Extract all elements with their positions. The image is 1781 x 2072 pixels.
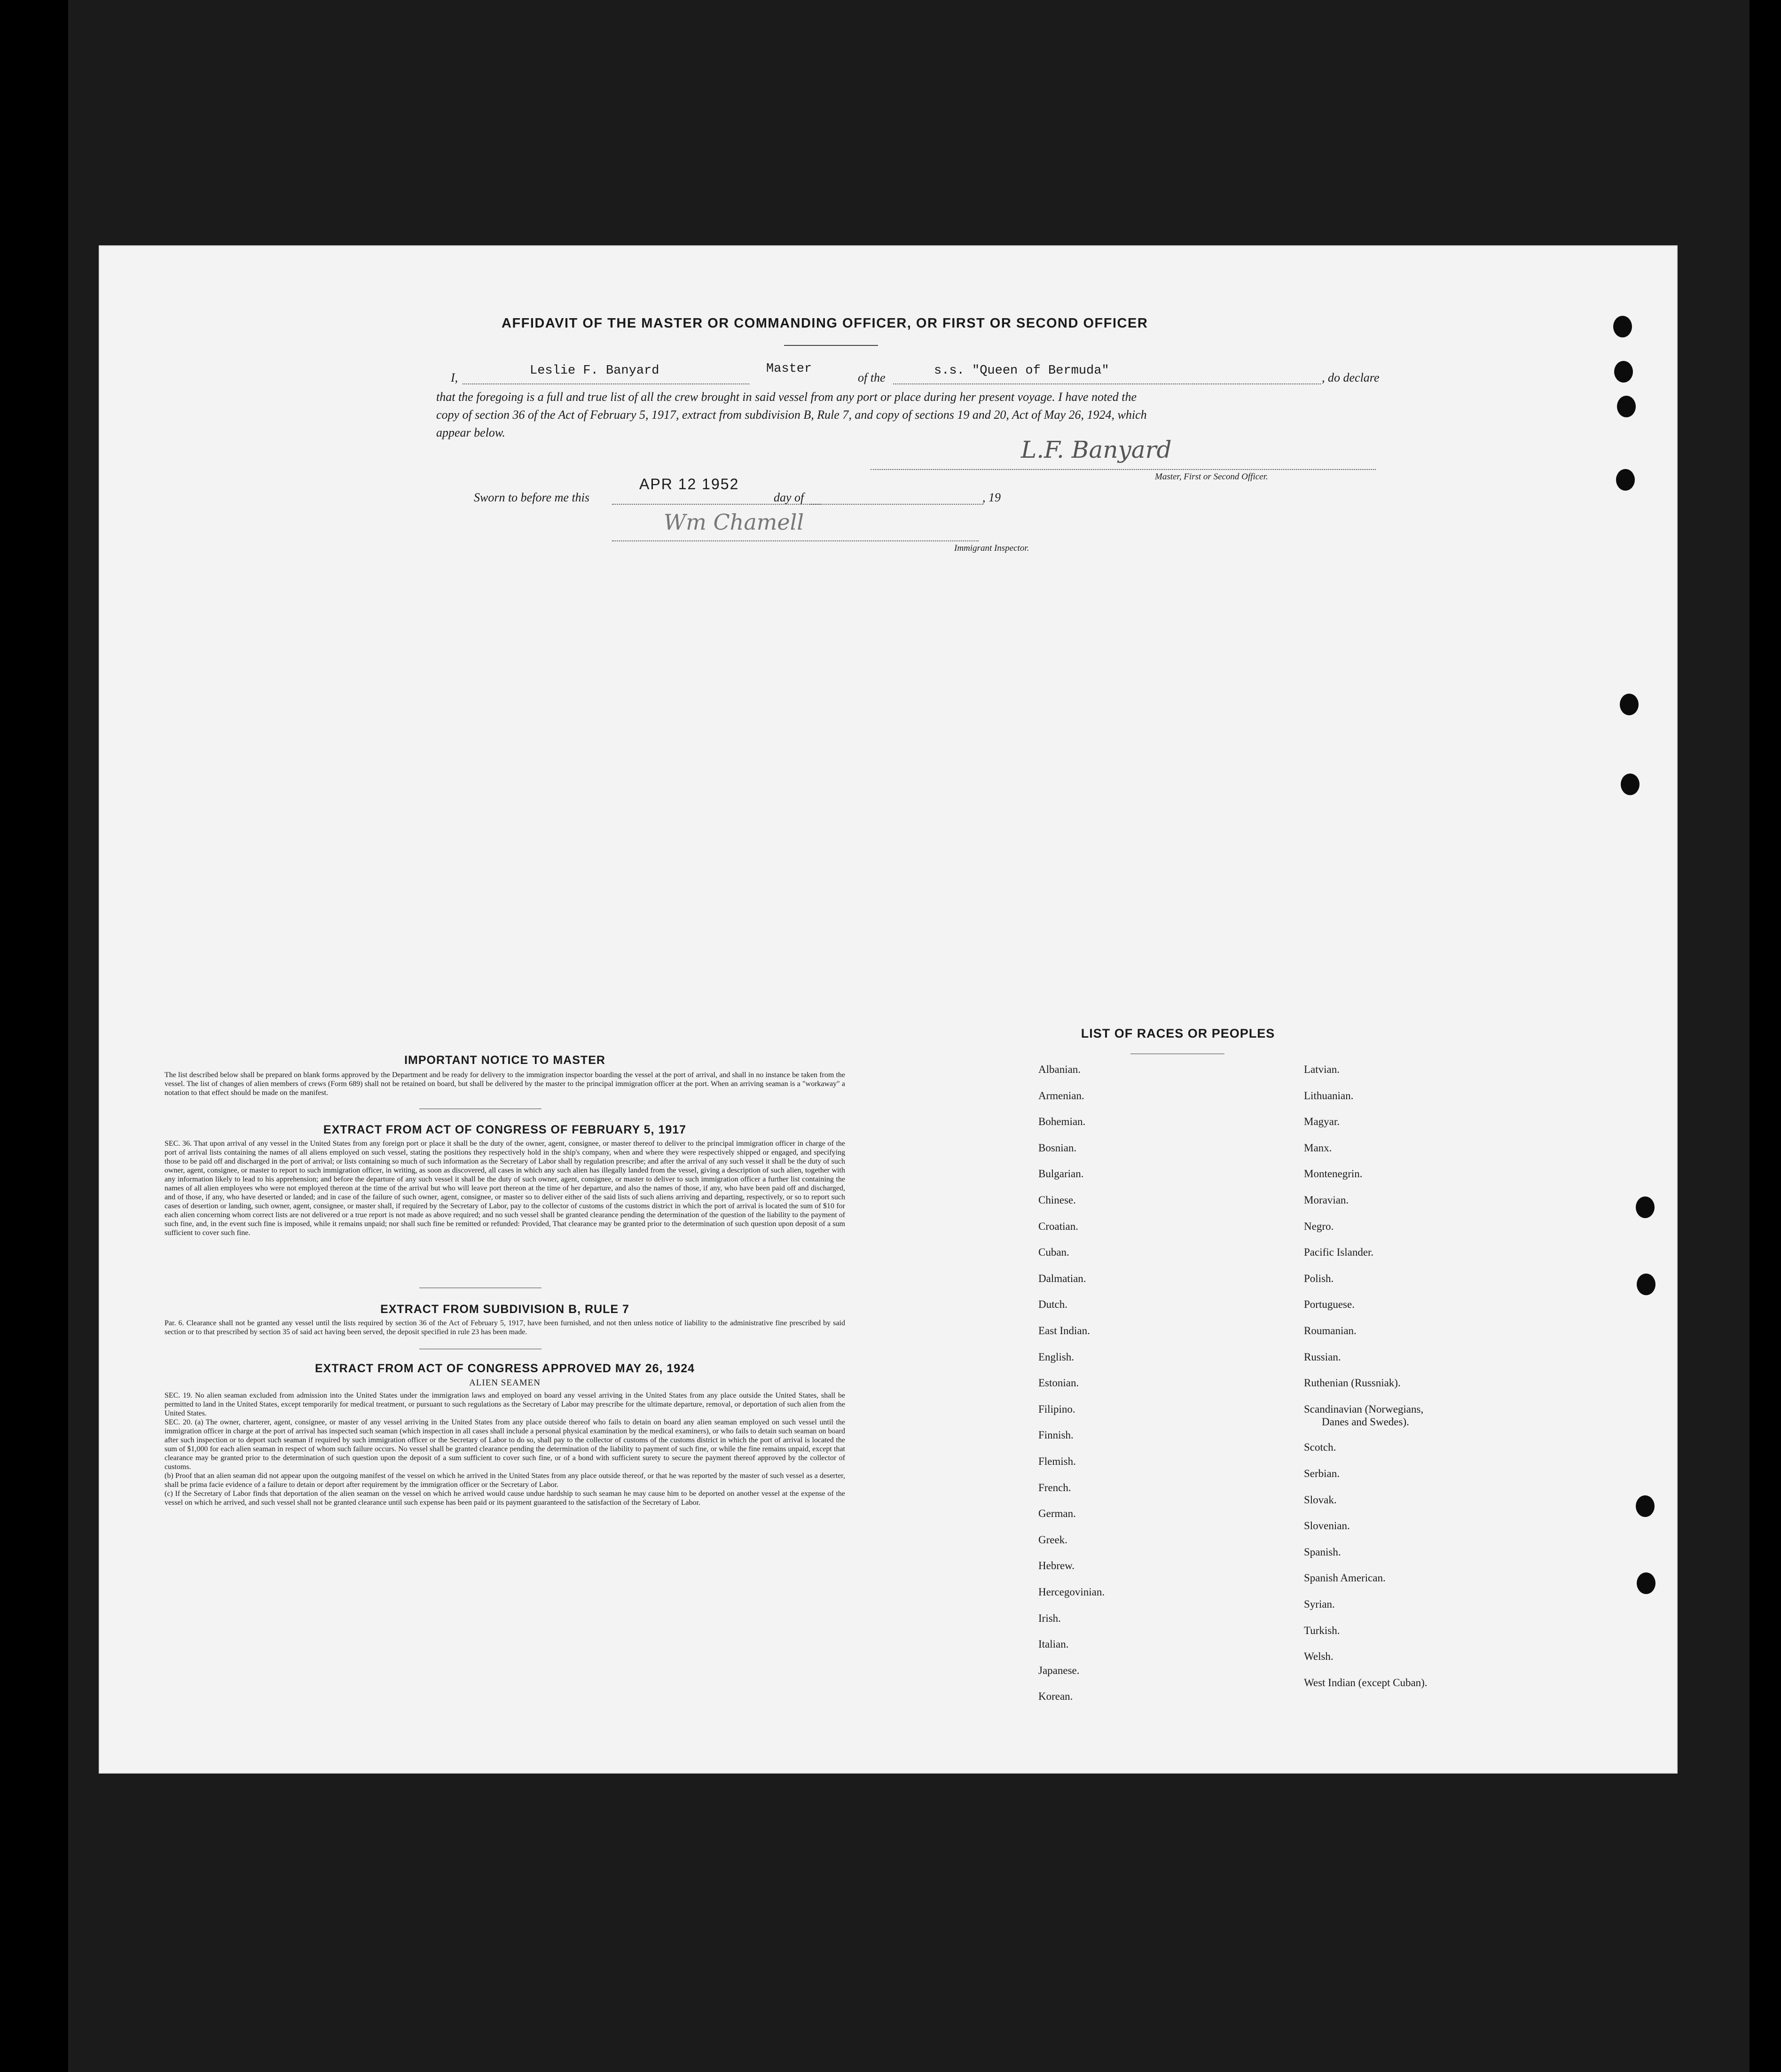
sec-20b-paragraph: (b) Proof that an alien seaman did not appear upon the outgoing manifest of the vessel on which he arrived in the United States from any place outside thereof, or that he was reported by the master of such vessel as a deserter, shall be prima facie evidence of a failure to detain or deport after requirement by the immigration officer or the Secretary of Labor.: [165, 1472, 845, 1489]
vessel-line: [893, 383, 1321, 384]
race-item: Albanian.: [1038, 1063, 1081, 1075]
race-item: Bulgarian.: [1038, 1168, 1084, 1180]
rule-7-text: Par. 6. Clearance shall not be granted any vessel until the lists required by section 36 of the Act of February 5, 1917, have been furnished, and not then unless notice of liability to the administrative fine prescribed by said section or to that prescribed by section 35 of said act having been served, the deposit specified in rule 23 has been made.: [165, 1319, 845, 1336]
extract-1924-title: EXTRACT FROM ACT OF CONGRESS APPROVED MAY 26, 1924: [314, 1362, 695, 1375]
race-item: Filipino.: [1038, 1403, 1075, 1415]
affidavit-title: AFFIDAVIT OF THE MASTER OR COMMANDING OFFICER, OR FIRST OR SECOND OFFICER: [502, 316, 1148, 331]
race-item: Croatian.: [1038, 1220, 1078, 1232]
notice-text: The list described below shall be prepared on blank forms approved by the Department and be ready for delivery to the immigration inspector boarding the vessel at the port of arrival, and shall in no instance be taken from the vessel. The list of changes of alien members of crews (Form 689) shall not be retained on board, but shall be delivered by the master to the principal immigration officer at the port. When an arriving seaman is a "workaway" a notation to that effect should be made on the manifest.: [165, 1071, 845, 1097]
notice-title: IMPORTANT NOTICE TO MASTER: [404, 1054, 605, 1067]
day-of-label: day of: [774, 491, 804, 504]
sec-20c-paragraph: (c) If the Secretary of Labor finds that deportation of the alien seaman on the vessel on which he arrived would cause undue hardship to such seaman he may cause him to be deported on another vessel at the expense of the vessel on which he arrived, and such vessel shall not be granted clearance until such expense has been paid or its payment guaranteed to the satisfaction of the Secretary of Labor.: [165, 1490, 845, 1507]
race-item: Korean.: [1038, 1690, 1073, 1703]
race-item: Ruthenian (Russniak).: [1304, 1377, 1401, 1389]
film-border-right: [1750, 0, 1781, 2072]
punch-hole: [1636, 1495, 1655, 1517]
rule-7-title: EXTRACT FROM SUBDIVISION B, RULE 7: [380, 1303, 629, 1316]
month-line: [809, 504, 983, 505]
race-item: Chinese.: [1038, 1194, 1076, 1206]
race-item: Magyar.: [1304, 1116, 1340, 1128]
race-item: Manx.: [1304, 1142, 1332, 1154]
race-item: Pacific Islander.: [1304, 1246, 1374, 1259]
sec-20a-paragraph: SEC. 20. (a) The owner, charterer, agent, consignee, or master of any vessel arriving in the United States from any place outside thereof who fails to detain on board any alien seaman employed on such vessel until the immigration officer in charge at the port of arrival has inspected such seaman (which inspection in all cases shall include a personal physical examination by the medical examiners), or who fails to detain such seaman on board after such inspection or to deport such seaman if required by such immigration officer or the Secretary of Labor to do so, shall pay to the collector of customs of the customs district in which the port of arrival is located the sum of $1,000 for each alien seaman in respect of whom such failure occurs. No vessel shall be granted clearance pending the determination of the liability to payment of such fine, or while the fine remains unpaid, except that clearance may be granted prior to the determination of such question upon the deposit of a sum sufficient to cover such fine, or of a bond with sufficient surety to secure the payment thereof approved by the collector of customs.: [165, 1418, 845, 1471]
declarant-rank: Master: [766, 362, 812, 376]
race-item: Turkish.: [1304, 1624, 1340, 1636]
race-item: Scandinavian (Norwegians,: [1304, 1403, 1424, 1415]
race-item: Dalmatian.: [1038, 1272, 1086, 1284]
race-item: Greek.: [1038, 1533, 1067, 1546]
race-item: Cuban.: [1038, 1246, 1069, 1259]
punch-hole: [1637, 1274, 1655, 1295]
race-item: Slovenian.: [1304, 1520, 1350, 1532]
punch-hole: [1617, 396, 1636, 417]
extract-1917-text: SEC. 36. That upon arrival of any vessel in the United States from any foreign port or place it shall be the duty of the owner, agent, consignee, or master thereof to deliver to the principal immigration officer in charge of the port of arrival lists containing the names of all aliens employed on such vessel, stating the positions they respectively hold in the ship's company, when and where they were respectively shipped or engaged, and specifying those to be paid off and discharged in the port of arrival; or lists containing so much of such information as the Secretary of Labor shall by regulation prescribe; and after the arrival of any such vessel it shall be the duty of such owner, agent, consignee, or master to report to such immigration officer, in writing, as soon as discovered, all cases in which any such alien has illegally landed from the vessel, giving a description of such alien, together with any information likely to lead to his apprehension; and before the departure of any such vessel it shall be the duty of such owner, agent, consignee, or master to deliver to such immigration officer a further list containing the names of all alien employees who were not employed thereon at the time of the arrival but who will leave port thereon at the time of her departure, and also the names of those, if any, who have been paid off and discharged, and of those, if any, who have deserted or landed; and in case of the failure of such owner, agent, consignee, or master so to deliver either of the said lists of such aliens arriving and departing, respectively, or so to report such cases of desertion or landing, such owner, agent, consignee, or master shall, if required by the Secretary of Labor, pay to the collector of customs of the customs district in which the port of arrival is located the sum of $10 for each alien concerning whom correct lists are not delivered or a true report is not made as above required; and no such vessel shall be granted clearance pending the determination of the question of the liability to the payment of such fine, and, in the event such fine is imposed, while it remains unpaid; nor shall such fine be remitted or refunded: Provided, That clearance may be granted prior to the determination of such question upon deposit of a sum sufficient to cover such fine.: [165, 1140, 845, 1237]
race-item: Italian.: [1038, 1638, 1069, 1650]
alien-seamen-subtitle: ALIEN SEAMEN: [469, 1378, 541, 1388]
race-item: Spanish.: [1304, 1546, 1341, 1558]
race-item: Estonian.: [1038, 1377, 1079, 1389]
inspector-caption: Immigrant Inspector.: [954, 543, 1029, 553]
race-item: Moravian.: [1304, 1194, 1349, 1206]
affidavit-body-line-3: appear below.: [436, 426, 505, 439]
master-signature-line: [871, 469, 1376, 470]
extract-1924-body: [165, 1391, 845, 1507]
race-item: Welsh.: [1304, 1650, 1334, 1663]
year-label: , 19: [982, 491, 1001, 504]
master-signature: L.F. Banyard: [1021, 436, 1172, 463]
document-page: [100, 246, 1677, 1773]
race-item: Negro.: [1304, 1220, 1334, 1232]
inspector-signature: Wm Chamell: [664, 509, 804, 535]
inspector-signature-line: [612, 540, 979, 541]
race-item: East Indian.: [1038, 1325, 1090, 1337]
affidavit-body-line-1: that the foregoing is a full and true list of all the crew brought in said vessel from any port or place during her present voyage. I have noted the: [436, 390, 1137, 404]
race-item: Scotch.: [1304, 1441, 1336, 1454]
race-item: Dutch.: [1038, 1298, 1067, 1311]
race-item: Latvian.: [1304, 1063, 1340, 1075]
punch-hole: [1637, 1572, 1655, 1594]
race-item: French.: [1038, 1481, 1071, 1493]
race-item: Hercegovinian.: [1038, 1586, 1105, 1598]
race-item: Bosnian.: [1038, 1142, 1077, 1154]
date-stamp: APR 12 1952: [639, 476, 739, 493]
race-item: Lithuanian.: [1304, 1089, 1354, 1102]
punch-hole: [1620, 694, 1639, 715]
race-item: Armenian.: [1038, 1089, 1084, 1102]
sec-19-paragraph: SEC. 19. No alien seaman excluded from admission into the United States under the immigration laws and employed on board any vessel arriving in the United States from any place outside the United States, shall be permitted to land in the United States, except temporarily for medical treatment, or pursuant to such regulations as the Secretary of Labor may prescribe for the ultimate departure, removal, or deportation of such alien from the United States.: [165, 1392, 845, 1417]
punch-hole: [1614, 361, 1633, 383]
race-item: Hebrew.: [1038, 1560, 1075, 1572]
punch-hole: [1613, 316, 1632, 337]
title-underline: [784, 345, 878, 346]
race-item: German.: [1038, 1508, 1076, 1520]
film-border-left: [0, 0, 68, 2072]
punch-hole: [1621, 774, 1640, 795]
race-item: Flemish.: [1038, 1455, 1076, 1467]
race-item: Russian.: [1304, 1351, 1341, 1363]
i-label: I,: [451, 371, 458, 384]
race-item: West Indian (except Cuban).: [1304, 1676, 1428, 1689]
race-item: Syrian.: [1304, 1598, 1335, 1610]
sworn-label: Sworn to before me this: [474, 491, 590, 504]
race-item: Slovak.: [1304, 1493, 1337, 1506]
punch-hole: [1616, 469, 1635, 491]
race-item: Spanish American.: [1304, 1572, 1386, 1584]
race-item: Serbian.: [1304, 1468, 1340, 1479]
race-item: Montenegrin.: [1304, 1168, 1363, 1180]
master-caption: Master, First or Second Officer.: [1155, 472, 1268, 482]
name-line: [463, 383, 749, 384]
race-item: Danes and Swedes).: [1322, 1416, 1409, 1428]
race-item: English.: [1038, 1351, 1075, 1363]
punch-hole: [1636, 1196, 1655, 1218]
do-declare-label: , do declare: [1322, 371, 1380, 384]
race-item: Japanese.: [1038, 1664, 1080, 1676]
of-the-label: of the: [858, 371, 886, 384]
race-item: Roumanian.: [1304, 1325, 1357, 1337]
race-item: Portuguese.: [1304, 1298, 1355, 1311]
race-item: Bohemian.: [1038, 1116, 1086, 1128]
extract-1917-title: EXTRACT FROM ACT OF CONGRESS OF FEBRUARY 5, 1917: [323, 1123, 687, 1136]
vessel-name: s.s. "Queen of Bermuda": [934, 364, 1109, 378]
race-item: Finnish.: [1038, 1429, 1074, 1441]
race-item: Polish.: [1304, 1272, 1334, 1284]
declarant-name: Leslie F. Banyard: [530, 364, 659, 378]
races-title: LIST OF RACES OR PEOPLES: [1081, 1026, 1275, 1040]
affidavit-body-line-2: copy of section 36 of the Act of February 5, 1917, extract from subdivision B, Rule 7, and copy of sections 19 and 20, Act of May 26, 1924, which: [436, 408, 1147, 422]
race-item: Irish.: [1038, 1612, 1061, 1624]
